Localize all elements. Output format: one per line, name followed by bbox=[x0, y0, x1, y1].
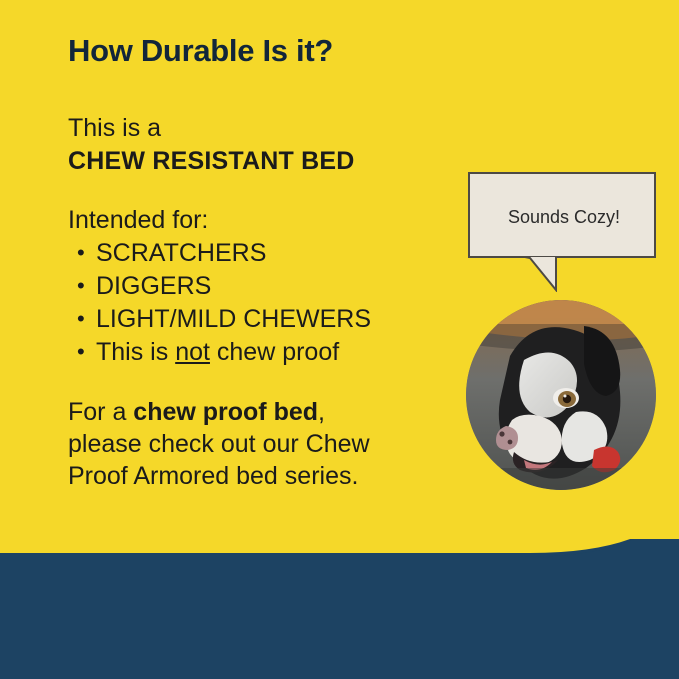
speech-bubble-tail-icon bbox=[518, 256, 558, 292]
list-item: • DIGGERS bbox=[96, 270, 468, 303]
spacer-1 bbox=[68, 178, 468, 204]
closing-line-3: Proof Armored bed series. bbox=[68, 462, 359, 490]
closing-post: , bbox=[318, 398, 325, 426]
lead-line: This is a bbox=[68, 114, 162, 142]
list-item: • LIGHT/MILD CHEWERS bbox=[96, 303, 468, 336]
body-copy bbox=[68, 112, 468, 492]
list-item-prefix: This is bbox=[96, 338, 176, 366]
intended-label: Intended for: bbox=[68, 206, 209, 234]
closing-line-2: please check out our Chew bbox=[68, 430, 370, 458]
list-item bbox=[96, 336, 468, 369]
bottom-band bbox=[0, 593, 679, 679]
closing-paragraph bbox=[68, 396, 468, 492]
list-item-suffix: chew proof bbox=[209, 338, 340, 366]
page-title: How Durable Is it? bbox=[68, 33, 334, 68]
closing-bold: chew proof bed bbox=[133, 398, 319, 426]
dog-photo bbox=[466, 300, 656, 490]
speech-bubble-text: Sounds Cozy! bbox=[507, 206, 621, 227]
emphasis-line: CHEW RESISTANT BED bbox=[68, 147, 355, 175]
bullet-list bbox=[68, 237, 468, 369]
list-item-underlined-word: not bbox=[175, 338, 210, 366]
list-item: • SCRATCHERS bbox=[96, 237, 468, 270]
bottom-band-curve bbox=[0, 539, 679, 601]
closing-pre: For a bbox=[68, 398, 134, 426]
speech-bubble bbox=[468, 172, 656, 258]
